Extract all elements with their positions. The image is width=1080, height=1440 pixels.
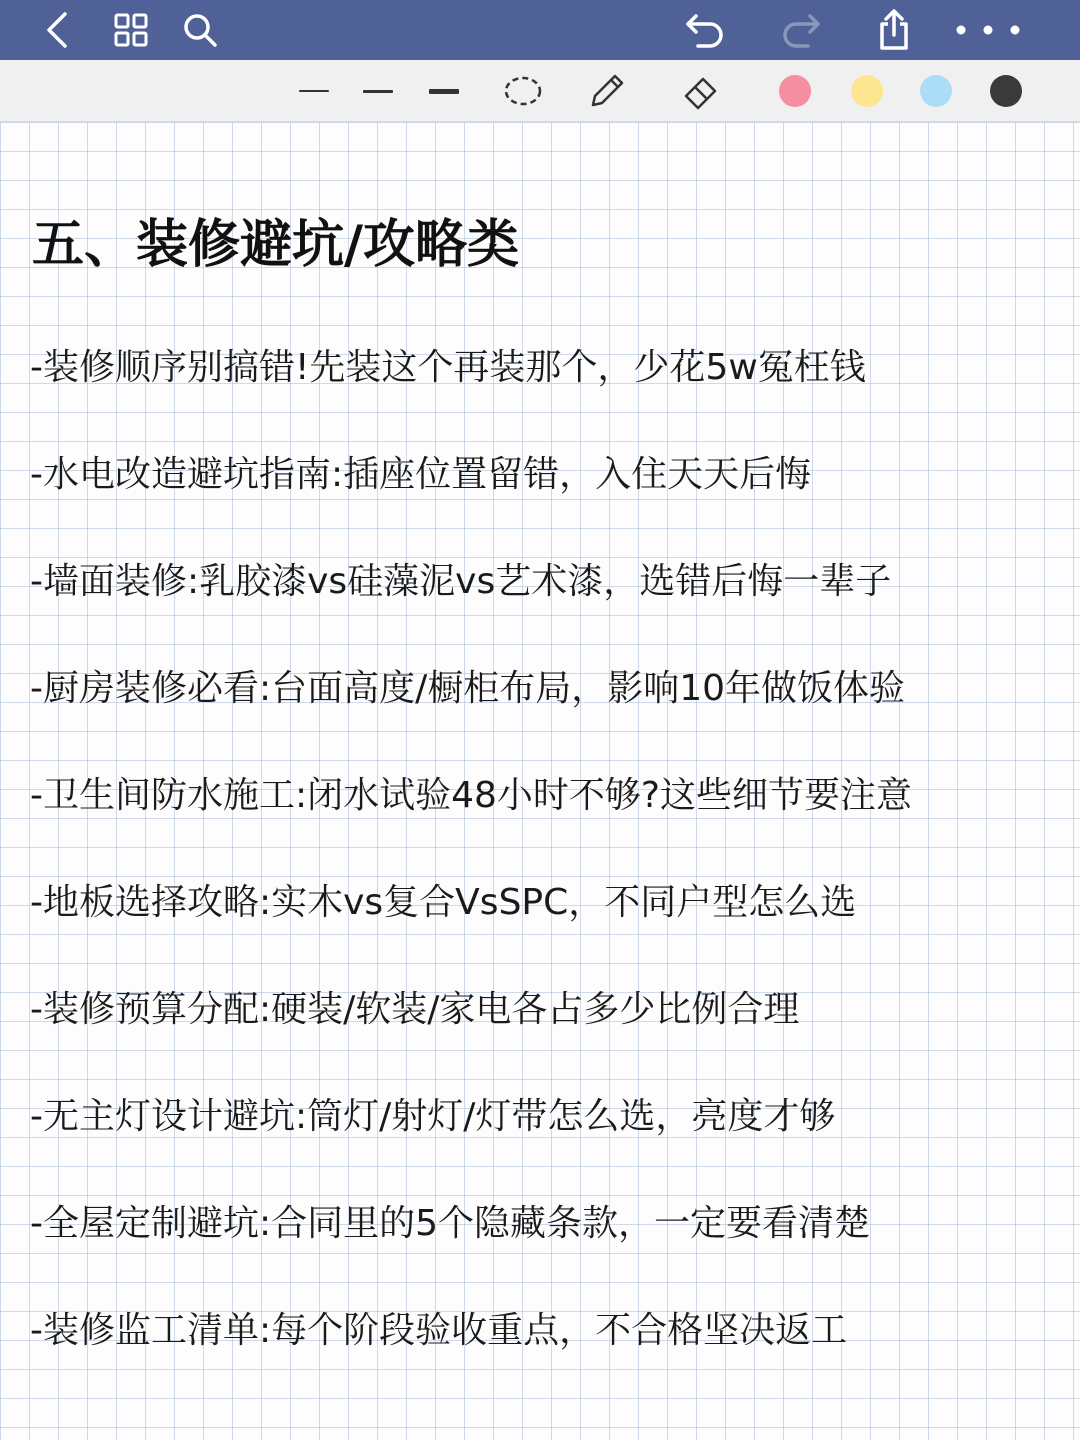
- pencil-icon[interactable]: [584, 68, 630, 114]
- yellow-color-swatch[interactable]: [848, 68, 886, 114]
- note-list-item: -装修顺序别搞错!先装这个再装那个，少花5w冤枉钱: [30, 347, 866, 388]
- black-color-swatch[interactable]: [987, 68, 1025, 114]
- grid-view-icon[interactable]: [107, 6, 155, 54]
- note-heading: 五、装修避坑/攻略类: [32, 215, 519, 275]
- pink-color-swatch[interactable]: [776, 68, 814, 114]
- share-icon[interactable]: [870, 6, 918, 54]
- eraser-icon[interactable]: [678, 68, 724, 114]
- note-list-item: -卫生间防水施工:闭水试验48小时不够?这些细节要注意: [30, 775, 913, 816]
- note-list-item: -无主灯设计避坑:筒灯/射灯/灯带怎么选，亮度才够: [30, 1096, 836, 1137]
- pen-toolbar: [0, 60, 1080, 122]
- note-page[interactable]: [0, 122, 1080, 1440]
- note-list-item: -水电改造避坑指南:插座位置留错，入住天天后悔: [30, 454, 812, 495]
- undo-icon[interactable]: [682, 6, 730, 54]
- more-icon[interactable]: [950, 6, 1026, 54]
- note-list-item: -全屋定制避坑:合同里的5个隐藏条款，一定要看清楚: [30, 1203, 871, 1244]
- blue-color-swatch[interactable]: [917, 68, 955, 114]
- note-list-item: -厨房装修必看:台面高度/橱柜布局，影响10年做饭体验: [30, 668, 906, 709]
- thin-stroke-option[interactable]: [298, 68, 330, 114]
- note-list-item: -墙面装修:乳胶漆vs硅藻泥vs艺术漆，选错后悔一辈子: [30, 561, 892, 602]
- lasso-icon[interactable]: [500, 68, 546, 114]
- top-navigation-bar: [0, 0, 1080, 60]
- note-list-item: -地板选择攻略:实木vs复合VsSPC，不同户型怎么选: [30, 882, 857, 923]
- note-list-item: -装修监工清单:每个阶段验收重点，不合格坚决返工: [30, 1310, 848, 1351]
- back-chevron-icon[interactable]: [34, 6, 82, 54]
- note-list-item: -装修预算分配:硬装/软装/家电各占多少比例合理: [30, 989, 800, 1030]
- thick-stroke-option[interactable]: [428, 68, 460, 114]
- medium-stroke-option[interactable]: [362, 68, 394, 114]
- search-icon[interactable]: [176, 6, 224, 54]
- redo-icon[interactable]: [776, 6, 824, 54]
